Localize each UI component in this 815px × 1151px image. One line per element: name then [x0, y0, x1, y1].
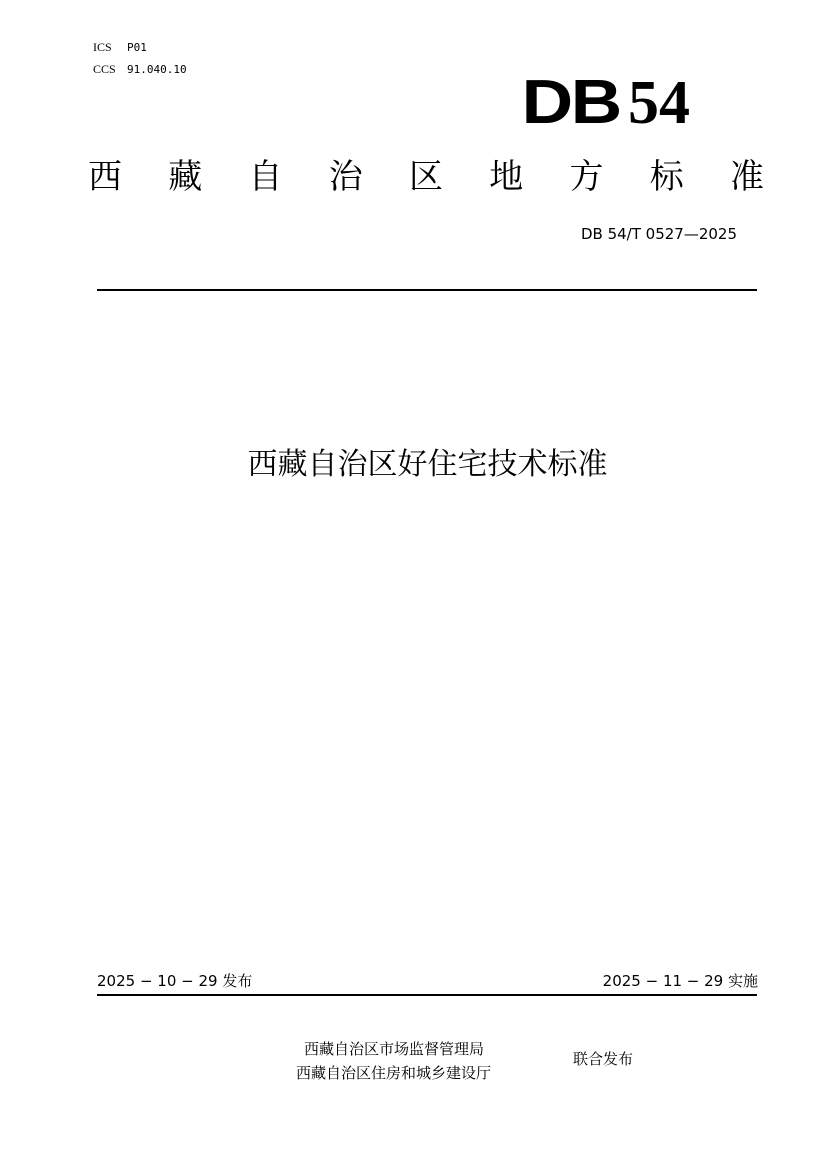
standard-type-char: 自	[248, 157, 283, 197]
standard-type-char: 治	[328, 157, 363, 197]
standard-type-char: 藏	[168, 157, 203, 197]
ics-label: ICS	[93, 40, 112, 54]
standard-type-char: 地	[489, 157, 524, 197]
db-logo-number: 54	[628, 69, 690, 137]
issuer-name: 西藏自治区住房和城乡建设厅	[296, 1064, 492, 1082]
standard-type-char: 方	[569, 157, 604, 197]
release-date: 2025 − 10 − 29 发布	[97, 972, 253, 990]
standard-type-heading	[88, 155, 764, 199]
ccs-label: CCS	[93, 62, 116, 76]
issuer-name: 西藏自治区市场监督管理局	[304, 1040, 485, 1058]
standard-type-char: 区	[409, 157, 443, 197]
db-logo-letters: DB	[522, 68, 621, 137]
document-title: 西藏自治区好住宅技术标准	[247, 447, 608, 482]
ics-value: P01	[127, 41, 147, 54]
footer-divider	[97, 994, 757, 996]
standard-number: DB 54/T 0527—2025	[580, 225, 737, 243]
standard-type-char: 准	[730, 157, 764, 197]
db-logo	[522, 68, 690, 137]
standard-type-char: 西	[88, 157, 122, 197]
ccs-value: 91.040.10	[127, 63, 187, 76]
header-divider	[97, 289, 757, 291]
ics-code	[93, 40, 147, 55]
implementation-date: 2025 − 11 − 29 实施	[602, 972, 758, 990]
standard-type-char: 标	[649, 157, 684, 197]
ccs-code	[93, 62, 187, 77]
joint-release-label: 联合发布	[573, 1050, 634, 1068]
